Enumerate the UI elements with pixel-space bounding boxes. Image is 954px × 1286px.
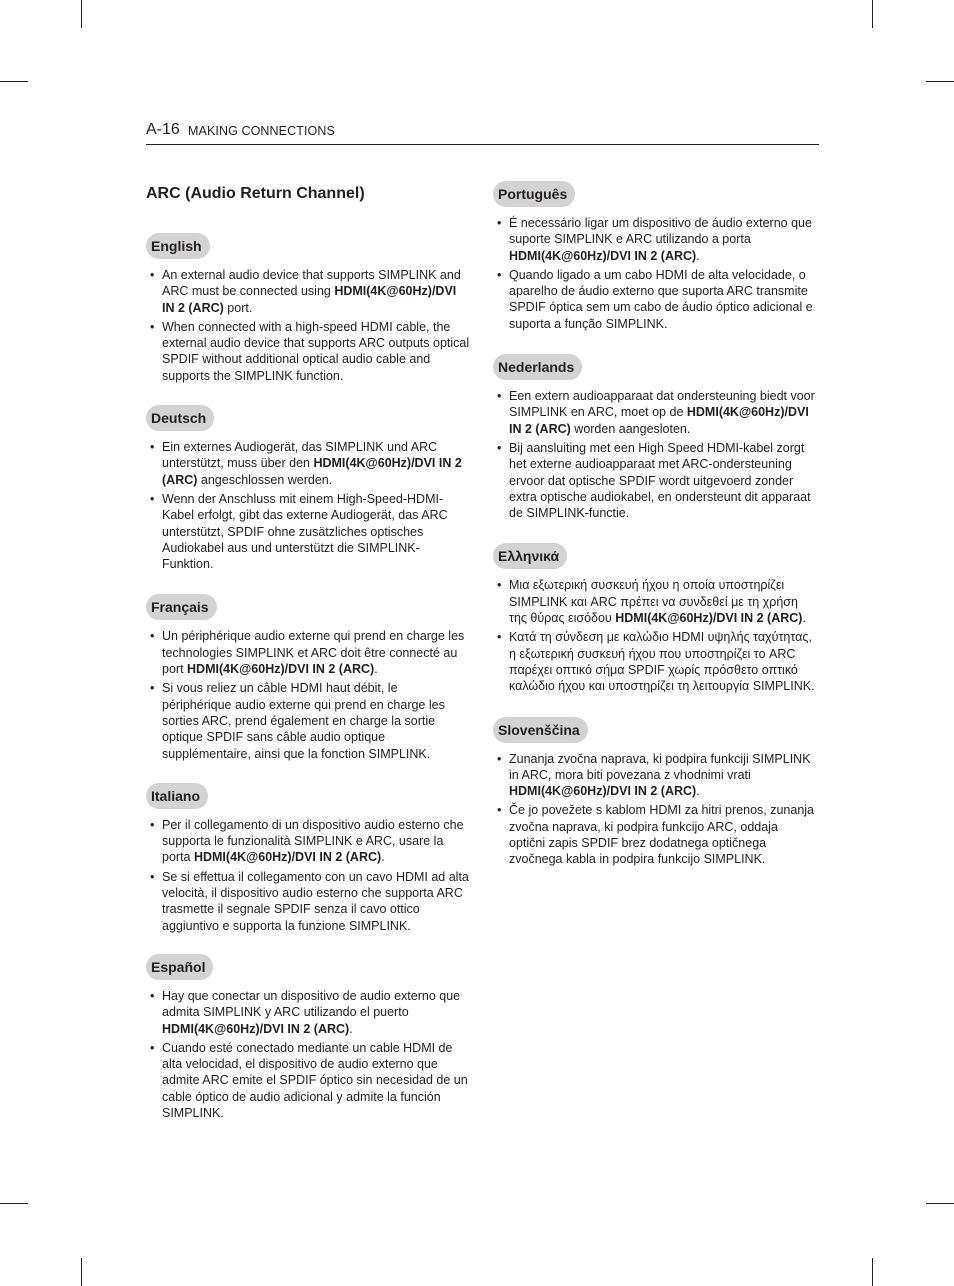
item-text-end: . [696,784,700,799]
bullet-list [493,577,817,694]
item-text-end: . [381,850,385,865]
crop-mark [926,81,954,82]
crop-mark [81,0,82,28]
port-name: HDMI(4K@60Hz)/DVI IN 2 (ARC) [509,405,809,436]
item-text: Per il collegamento di un dispositivo audio esterno che supporta le funzionalità SIMPLINK e ARC, usare la porta [162,817,464,865]
list-item [146,817,470,866]
list-item [146,491,470,572]
item-text-end: . [696,248,700,263]
language-section [493,543,817,694]
language-label: Nederlands [493,354,582,380]
port-name: HDMI(4K@60Hz)/DVI IN 2 (ARC) [162,1021,350,1036]
list-item [493,577,817,626]
language-section [146,954,470,1121]
bullet-list [493,388,817,521]
item-text: Un périphérique audio externe qui prend en charge les technologies SIMPLINK et ARC doit être connecté au port [162,629,465,677]
port-name: HDMI(4K@60Hz)/DVI IN 2 (ARC) [615,611,803,626]
bullet-list [146,267,470,384]
item-text: Μια εξωτερική συσκευή ήχου η οποία υποστηρίζει SIMPLINK και ARC πρέπει να συνδεθεί με τη χρήση της θύρας εισόδου [509,578,798,626]
item-text: Hay que conectar un dispositivo de audio externo que admita SIMPLINK y ARC utilizando el puerto [162,988,461,1020]
item-text-end: worden aangesloten. [570,421,691,436]
crop-mark [872,0,873,28]
language-label: Italiano [146,783,208,809]
item-text: Κατά τη σύνδεση με καλώδιο HDMI υψηλής ταχύτητας, η εξωτερική συσκευή ήχου που υποστηρίζει το ARC παρέχει οπτικό σήμα SPDIF χωρίς πρόσθετο οπτικό καλώδιο ήχου και υποστηρίζει τη λειτουργία SIMPLINK. [509,630,815,694]
list-item [493,751,817,800]
item-text-end: port. [223,300,253,315]
bullet-list [146,988,470,1121]
left-column [146,233,470,1124]
crop-mark [0,81,28,82]
port-name: HDMI(4K@60Hz)/DVI IN 2 (ARC) [162,456,462,487]
language-label: English [146,233,210,259]
list-item [493,267,817,332]
section-name: MAKING CONNECTIONS [188,124,335,138]
item-text: Si vous reliez un câble HDMI haut débit, le périphérique audio externe qui prend en charge les sorties ARC, prend également en charge la sortie optique SPDIF sans câble audio optique supplémentaire, ainsi que la fonction SIMPLINK. [162,681,445,761]
item-text: Ein externes Audiogerät, das SIMPLINK und ARC unterstützt, muss über den [162,440,438,471]
page-header [146,120,819,145]
item-text: When connected with a high-speed HDMI cable, the external audio device that supports ARC outputs optical SPDIF without additional optical audio cable and supports the SIMPLINK function. [162,319,470,383]
item-text-end: . [802,611,806,626]
page-title: ARC (Audio Return Channel) [146,185,365,202]
language-label: Français [146,594,217,620]
bullet-list [146,439,470,572]
list-item [493,388,817,437]
language-section [146,594,470,761]
list-item [146,680,470,761]
language-label: Português [493,181,575,207]
language-section [146,233,470,384]
language-section [146,783,470,934]
item-text: Se si effettua il collegamento con un cavo HDMI ad alta velocità, il dispositivo audio esterno che supporta ARC trasmette il segnale SPDIF senza il cavo ottico aggiuntivo e supporta la funzione SIMPLINK. [162,869,469,933]
crop-mark [0,1203,28,1204]
right-column [493,181,817,871]
port-name: HDMI(4K@60Hz)/DVI IN 2 (ARC) [193,850,382,865]
list-item [146,439,470,488]
bullet-list [493,751,817,868]
item-text-end: . [349,1021,353,1036]
list-item [493,802,817,867]
item-text: Wenn der Anschluss mit einem High-Speed-HDMI-Kabel erfolgt, gibt das externe Audiogerät, das ARC unterstützt, SPDIF ohne zusätzliches optisches Audiokabel aus und unterstützt die SIMPLINK-Funktion. [162,491,448,572]
item-text: Quando ligado a um cabo HDMI de alta velocidade, o aparelho de áudio externo que suporta ARC transmite SPDIF óptica sem um cabo de áudio óptico adicional e suporta a função SIMPLINK. [509,267,813,331]
list-item [493,215,817,264]
bullet-list [146,628,470,761]
item-text: É necessário ligar um dispositivo de áudio externo que suporte SIMPLINK e ARC utilizando a porta [509,216,812,247]
item-text: An external audio device that supports SIMPLINK and ARC must be connected using [162,268,461,299]
item-text: Bij aansluiting met een High Speed HDMI-kabel zorgt het externe audioapparaat met ARC-ondersteuning ervoor dat optische SPDIF wordt uitgevoerd zonder extra optische audiokabel, en ondersteunt dit apparaat de SIMPLINK-functie. [509,440,811,521]
language-section [146,405,470,572]
list-item [146,869,470,934]
page-number: A-16 [146,121,180,138]
crop-mark [926,1203,954,1204]
item-text: Een extern audioapparaat dat ondersteuning biedt voor SIMPLINK en ARC, moet op de [509,389,815,420]
list-item [493,440,817,521]
crop-mark [81,1258,82,1286]
language-label: Slovenščina [493,717,588,743]
language-label: Deutsch [146,405,214,431]
list-item [146,1040,470,1121]
item-text: Zunanja zvočna naprava, ki podpira funkciji SIMPLINK in ARC, mora biti povezana z vhodnimi vrati [509,751,811,782]
list-item [146,628,470,677]
language-label: Ελληνικά [493,543,567,569]
item-text-end: . [374,662,378,677]
port-name: HDMI(4K@60Hz)/DVI IN 2 (ARC) [509,784,697,799]
item-text: Cuando esté conectado mediante un cable HDMI de alta velocidad, el dispositivo de audio externo que admite ARC emite el SPDIF óptico sin necesidad de un cable óptico de audio adicional y admite la función SIMPLINK. [162,1040,468,1120]
bullet-list [146,817,470,934]
list-item [146,267,470,316]
language-section [493,354,817,521]
language-label: Español [146,954,213,980]
item-text: Če jo povežete s kablom HDMI za hitri prenos, zunanja zvočna naprava, ki podpira funkcijo ARC, oddaja optični zapis SPDIF brez dodatnega optičnega zvočnega kabla in podpira funkcijo SIMPLINK. [509,803,815,867]
item-text-end: angeschlossen werden. [197,472,333,487]
language-section [493,717,817,868]
crop-mark [872,1258,873,1286]
port-name: HDMI(4K@60Hz)/DVI IN 2 (ARC) [162,284,457,315]
port-name: HDMI(4K@60Hz)/DVI IN 2 (ARC) [509,248,697,263]
bullet-list [493,215,817,332]
list-item [493,629,817,694]
list-item [146,988,470,1037]
list-item [146,319,470,384]
language-section [493,181,817,332]
port-name: HDMI(4K@60Hz)/DVI IN 2 (ARC) [187,662,375,677]
